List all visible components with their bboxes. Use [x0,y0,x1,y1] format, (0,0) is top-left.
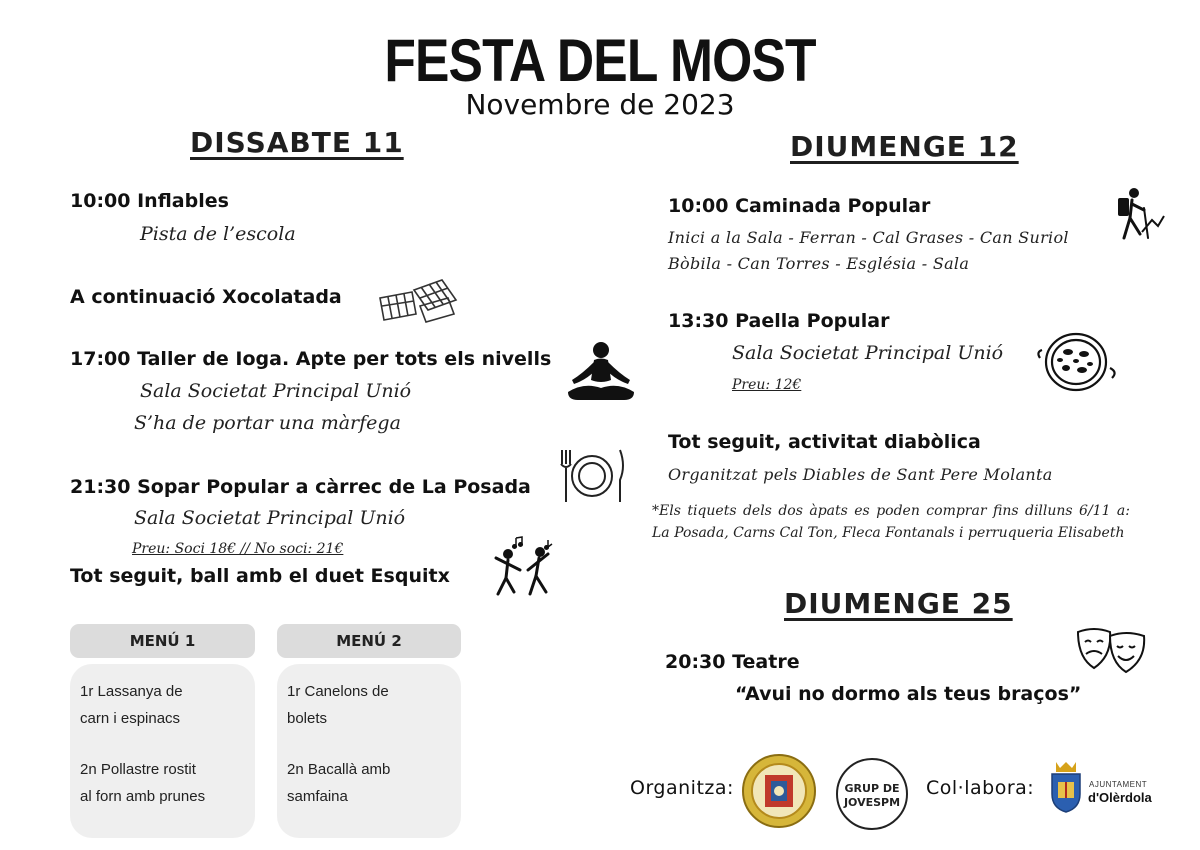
menu-2-first-line: bolets [287,710,328,727]
event-location: Sala Societat Principal Unió [732,342,1004,364]
poster-title: FESTA DEL MOST [384,27,816,94]
event-route-line: Inici a la Sala - Ferran - Cal Grases - Can Suriol [668,228,1069,247]
menu-2-card [277,664,461,838]
day-heading-sunday-12: DIUMENGE 12 [790,130,1019,163]
event-title: 10:00 Caminada Popular [668,195,931,217]
menu-2-heading: MENÚ 2 [277,624,461,658]
poster-subtitle: Novembre de 2023 [465,88,735,121]
event-price: Preu: Soci 18€ // No soci: 21€ [132,541,344,557]
menu-2-second-line: samfaina [287,788,348,805]
event-price: Preu: 12€ [732,377,802,393]
grup-logo-text-2: JOVESPM [843,796,901,809]
paella-pan-icon [1036,330,1118,394]
grup-de-jove-spm-logo [834,756,910,832]
event-title: 21:30 Sopar Popular a càrrec de La Posada [70,476,531,498]
ajuntament-label: AJUNTAMENT [1089,780,1148,789]
plate-cutlery-icon [556,446,628,506]
event-title: A continuació Xocolatada [70,286,342,308]
yoga-icon [564,340,638,408]
event-organizer: Organitzat pels Diables de Sant Pere Molanta [668,465,1053,484]
chocolate-icon [376,276,460,324]
menu-2-first-line: 1r Canelons de [287,683,389,700]
dancers-icon [488,534,560,600]
menu-1-second-line: 2n Pollastre rostit [80,761,196,778]
event-title: Tot seguit, activitat diabòlica [668,431,981,453]
event-title: 10:00 Inflables [70,190,229,212]
event-location: Sala Societat Principal Unió [140,380,412,402]
menu-1-first-line: carn i espinacs [80,710,181,727]
ajuntament-name: d'Olèrdola [1088,790,1152,805]
event-note: S’ha de portar una màrfega [134,412,401,434]
colabora-label: Col·labora: [926,777,1035,799]
event-location: Sala Societat Principal Unió [134,507,406,529]
tickets-note: *Els tiquets dels dos àpats es poden comprar fins dilluns 6/11 a: La Posada, Carns Cal Ton, Fleca Fontanals i perruqueria Elisabeth [652,503,1130,541]
grup-logo-text-1: GRUP DE [844,782,900,795]
menu-2-second-line: 2n Bacallà amb [287,761,391,778]
event-title: 13:30 Paella Popular [668,310,890,332]
organitza-label: Organitza: [630,777,734,799]
event-play-title: “Avui no dormo als teus braços” [735,683,1082,705]
event-title: 17:00 Taller de Ioga. Apte per tots els nivells [70,348,552,370]
day-heading-sunday-25: DIUMENGE 25 [784,587,1013,620]
event-title: Tot seguit, ball amb el duet Esquitx [70,565,450,587]
menu-1-heading: MENÚ 1 [70,624,255,658]
menu-1-card [70,664,255,838]
event-location: Pista de l’escola [140,223,296,245]
event-title: 20:30 Teatre [665,651,800,673]
day-heading-saturday: DISSABTE 11 [190,126,404,159]
event-route-line: Bòbila - Can Torres - Església - Sala [668,254,970,273]
menu-1-second-line: al forn amb prunes [80,788,206,805]
society-logo [741,753,817,829]
menu-1-first-line: 1r Lassanya de [80,683,183,700]
ajuntament-coat-of-arms [1046,760,1086,814]
theater-masks-icon [1074,626,1148,674]
hiker-icon [1112,186,1166,242]
